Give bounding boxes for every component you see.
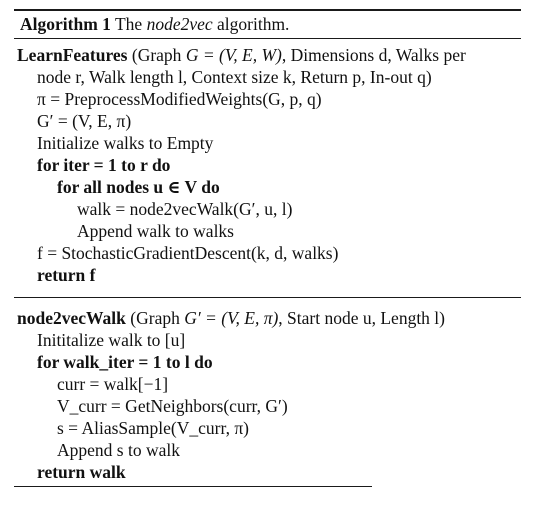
- algorithm-label: Algorithm 1: [20, 14, 111, 34]
- algorithm-line: Append walk to walks: [77, 221, 234, 241]
- caption-rule: [14, 38, 521, 39]
- algorithm-line: curr = walk[−1]: [57, 374, 169, 394]
- algorithm-line: return walk: [37, 462, 126, 482]
- graph-definition: G = (V, E, W): [185, 45, 282, 65]
- caption-text-pre: The: [114, 14, 147, 34]
- section-divider: [14, 297, 521, 298]
- algorithm-line: walk = node2vecWalk(G′, u, l): [77, 199, 293, 219]
- procedure-name: node2vecWalk: [17, 308, 126, 328]
- algorithm-line: for iter = 1 to r do: [37, 155, 171, 175]
- algorithm-line: return f: [37, 265, 96, 285]
- algorithm-line: for all nodes u ∈ V do: [57, 177, 220, 197]
- top-rule: [14, 9, 521, 11]
- node2vec-walk-signature: node2vecWalk (Graph G′ = (V, E, π), Start node u, Length l): [17, 308, 445, 328]
- bottom-rule: [14, 486, 372, 487]
- learn-features-signature-cont: node r, Walk length l, Context size k, Return p, In-out q): [37, 67, 432, 87]
- graph-definition: G′ = (V, E, π): [184, 308, 279, 328]
- algorithm-line: Initialize walks to Empty: [37, 133, 214, 153]
- algorithm-line: Append s to walk: [57, 440, 180, 460]
- algorithm-line: G′ = (V, E, π): [37, 111, 132, 131]
- algorithm-line: for walk_iter = 1 to l do: [37, 352, 213, 372]
- algorithm-line: s = AliasSample(V_curr, π): [57, 418, 249, 438]
- caption-text-post: algorithm.: [212, 14, 290, 34]
- algorithm-line: Inititalize walk to [u]: [37, 330, 186, 350]
- learn-features-signature: LearnFeatures (Graph G = (V, E, W), Dimensions d, Walks per: [17, 45, 466, 65]
- caption-algorithm-name: node2vec: [146, 14, 213, 34]
- procedure-name: LearnFeatures: [17, 45, 128, 65]
- algorithm-line: f = StochasticGradientDescent(k, d, walks): [37, 243, 339, 263]
- algorithm-line: V_curr = GetNeighbors(curr, G′): [57, 396, 288, 416]
- algorithm-line: π = PreprocessModifiedWeights(G, p, q): [37, 89, 322, 109]
- algorithm-caption: [20, 13, 289, 35]
